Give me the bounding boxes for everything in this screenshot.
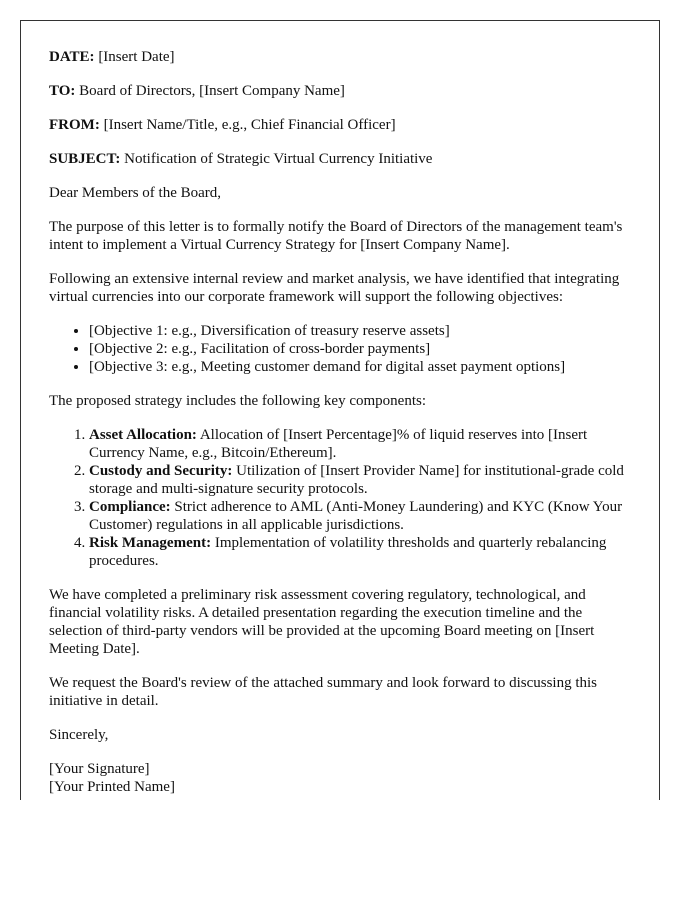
request-paragraph: We request the Board's review of the attached summary and look forward to discussing this initiative in detail. <box>49 675 598 709</box>
letter-content <box>21 21 639 796</box>
component-text: Allocation of [Insert Percentage]% of liquid reserves into [Insert Currency Name, e.g., Bitcoin/Ethereum]. <box>89 427 588 461</box>
risk-paragraph: We have completed a preliminary risk assessment covering regulatory, technological, and financial volatility risks. A detailed presentation regarding the execution timeline and the selection of third-party vendors will be provided at the upcoming Board meeting on [Insert Meeting Date]. <box>49 587 595 657</box>
component-text: Strict adherence to AML (Anti-Money Laundering) and KYC (Know Your Customer) regulations in all applicable jurisdictions. <box>89 499 623 533</box>
component-text: Implementation of volatility thresholds and quarterly rebalancing procedures. <box>89 535 607 569</box>
printed-name: [Your Printed Name] <box>49 779 175 795</box>
component-label: Compliance: <box>89 499 171 515</box>
component-text: Utilization of [Insert Provider Name] for institutional-grade cold storage and multi-signature security protocols. <box>89 463 624 497</box>
from-label: FROM: <box>49 117 100 133</box>
subject-value: Notification of Strategic Virtual Currency Initiative <box>120 151 433 167</box>
from-value: [Insert Name/Title, e.g., Chief Financial Officer] <box>99 117 396 133</box>
component-item <box>89 462 639 498</box>
purpose-paragraph: The purpose of this letter is to formally notify the Board of Directors of the management team's intent to implement a Virtual Currency Strategy for [Insert Company Name]. <box>49 219 623 253</box>
from-line <box>49 116 639 134</box>
to-value: Board of Directors, [Insert Company Name] <box>75 83 345 99</box>
objectives-intro: Following an extensive internal review and market analysis, we have identified that integrating virtual currencies into our corporate framework will support the following objectives: <box>49 271 620 305</box>
date-line <box>49 48 639 66</box>
to-line <box>49 82 639 100</box>
objectives-list <box>49 322 639 376</box>
component-label: Asset Allocation: <box>89 427 197 443</box>
subject-line <box>49 150 639 168</box>
component-item <box>89 534 639 570</box>
date-value: [Insert Date] <box>94 49 175 65</box>
date-label: DATE: <box>49 49 95 65</box>
objective-item: • [Objective 3: e.g., Meeting customer demand for digital asset payment options] <box>89 358 639 376</box>
objective-item: • [Objective 1: e.g., Diversification of treasury reserve assets] <box>89 322 639 340</box>
letter-page <box>20 20 660 800</box>
closing: Sincerely, <box>49 727 109 743</box>
salutation: Dear Members of the Board, <box>49 185 222 201</box>
component-item <box>89 426 639 462</box>
component-label: Custody and Security: <box>89 463 233 479</box>
component-item <box>89 498 639 534</box>
to-label: TO: <box>49 83 76 99</box>
components-list <box>49 426 639 570</box>
objective-item: • [Objective 2: e.g., Facilitation of cross-border payments] <box>89 340 639 358</box>
subject-label: SUBJECT: <box>49 151 121 167</box>
signature: [Your Signature] <box>49 761 150 777</box>
components-intro: The proposed strategy includes the following key components: <box>49 393 426 409</box>
component-label: Risk Management: <box>89 535 212 551</box>
